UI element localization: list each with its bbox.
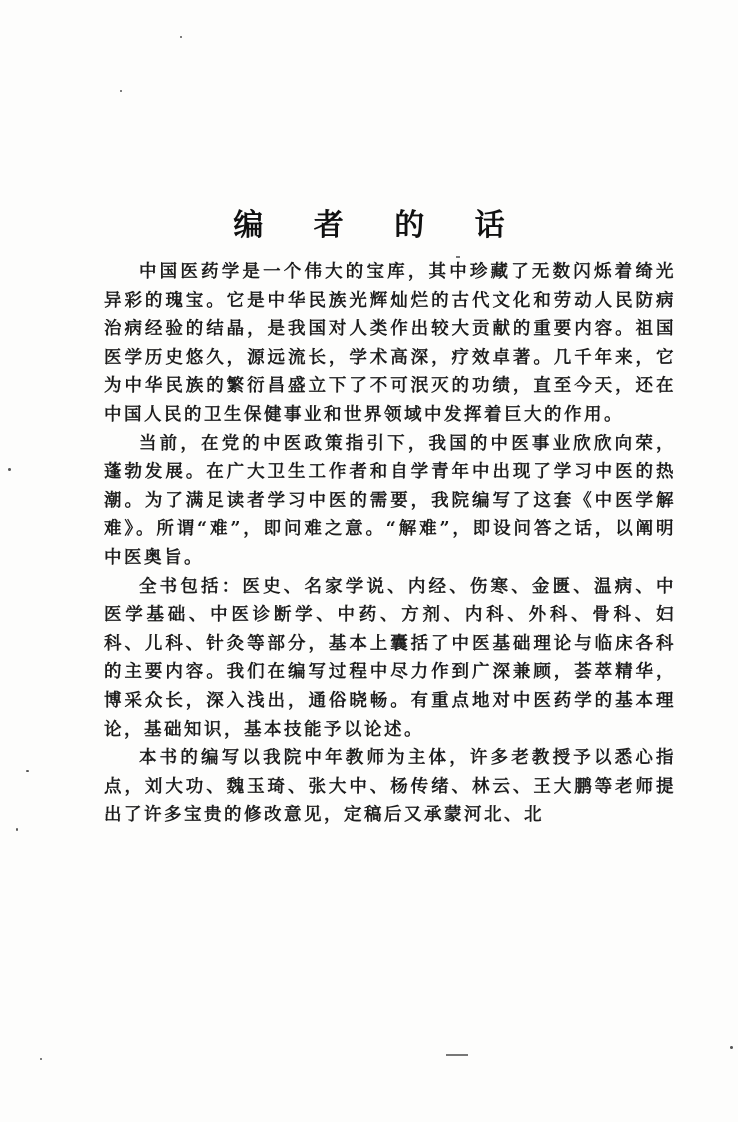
paragraph-3: 全书包括：医史、名家学说、内经、伤寒、金匮、温病、中医学基础、中医诊断学、中药、方剂、内科、外科、骨科、妇科、儿科、针灸等部分，基本上囊括了中医基础理论与临床各科的主要内容。我们在编写过程中尽力作到广深兼顾，荟萃精华，博采众长，深入浅出，通俗晓畅。有重点地对中医药学的基本理论，基础知识，基本技能予以论述。 <box>104 576 676 740</box>
body-text <box>104 258 676 830</box>
scan-speck <box>180 36 182 38</box>
scan-speck <box>120 90 122 92</box>
scan-speck <box>8 468 11 471</box>
page-title: 编 者 的 话 <box>233 208 525 244</box>
scan-speck <box>730 1046 733 1049</box>
paragraph-4: 本书的编写以我院中年教师为主体，许多老教授予以悉心指点，刘大功、魏玉琦、张大中、杨传绪、林云、王大鹏等老师提出了许多宝贵的修改意见，定稿后又承蒙河北、北 <box>104 748 676 826</box>
scan-mark <box>446 1054 468 1056</box>
scan-speck <box>40 1058 42 1060</box>
paragraph-1: 中国医药学是一个伟大的宝库，其中珍藏了无数闪烁着绮光异彩的瑰宝。它是中华民族光辉灿烂的古代文化和劳动人民防病治病经验的结晶，是我国对人类作出较大贡献的重要内容。祖国医学历史悠久，源远流长，学术高深，疗效卓著。几千年来，它为中华民族的繁衍昌盛立下了不可泯灭的功绩，直至今天，还在中国人民的卫生保健事业和世界领域中发挥着巨大的作用。 <box>104 262 676 425</box>
scan-speck <box>16 828 18 831</box>
paragraph-2: 当前，在党的中医政策指引下，我国的中医事业欣欣向荣，蓬勃发展。在广大卫生工作者和自学青年中出现了学习中医的热潮。为了满足读者学习中医的需要，我院编写了这套《中医学解难》。所谓“难”，即问难之意。“解难”，即设问答之话，以阐明中医奥旨。 <box>104 433 676 568</box>
scan-speck <box>26 770 29 772</box>
